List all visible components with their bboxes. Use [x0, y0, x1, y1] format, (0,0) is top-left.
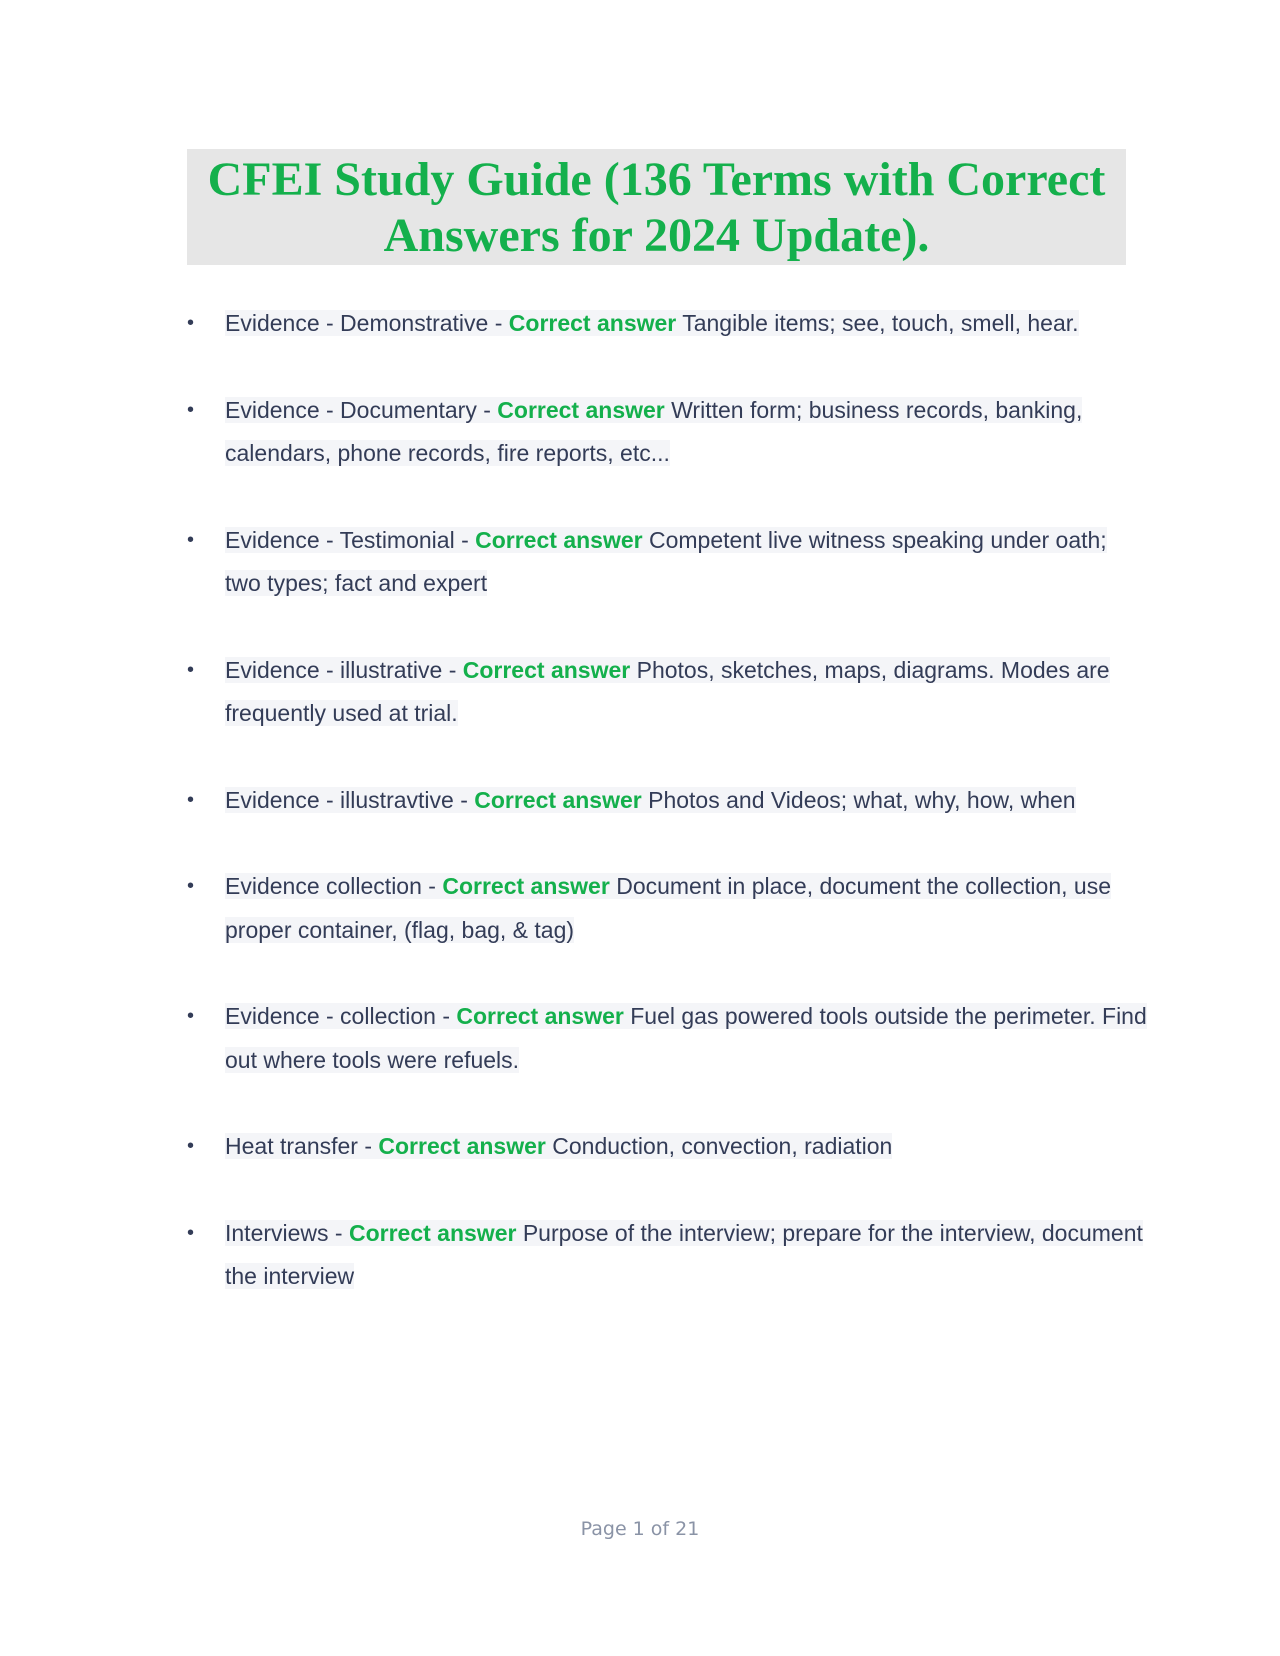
answer-label: Correct answer	[475, 526, 643, 553]
answer-label: Correct answer	[348, 1219, 517, 1246]
bullet-icon: •	[187, 398, 195, 421]
bullet-icon: •	[187, 1135, 195, 1157]
bullet-icon: •	[187, 1221, 195, 1244]
term-text: Evidence - illustravtive -	[225, 786, 475, 813]
answer-label: Correct answer	[508, 310, 677, 336]
answer-label: Correct answer	[378, 1133, 546, 1159]
page-number: Page 1 of 21	[580, 1518, 700, 1540]
item-text	[225, 527, 1107, 597]
term-text: Evidence - Demonstrative -	[225, 310, 509, 336]
answer-text: Photos and Videos; what, why, how, when	[641, 786, 1076, 813]
list-item	[187, 1125, 1147, 1169]
answer-label: Correct answer	[497, 396, 665, 423]
list-item	[187, 519, 1147, 606]
item-text	[225, 787, 1076, 813]
answer-label: Correct answer	[456, 1003, 624, 1029]
answer-text: Purpose of the interview; prepare for the interview, document the interview	[225, 1219, 1143, 1289]
item-text	[225, 310, 1079, 336]
term-text: Evidence - Testimonial -	[225, 526, 476, 553]
bullet-icon: •	[187, 1005, 195, 1027]
answer-label: Correct answer	[442, 873, 610, 899]
page-title	[187, 149, 1126, 265]
answer-text: Competent live witness speaking under oath; two types; fact and expert	[225, 526, 1107, 596]
bullet-icon: •	[187, 658, 195, 681]
answer-label: Correct answer	[462, 656, 631, 683]
term-text: Evidence collection -	[225, 873, 443, 899]
list-item	[187, 302, 1147, 346]
list-item	[187, 995, 1147, 1082]
item-text	[225, 873, 1111, 943]
item-text	[225, 1220, 1143, 1290]
bullet-icon: •	[187, 528, 195, 551]
list-item	[187, 1212, 1147, 1299]
term-text: Evidence - illustrative -	[225, 656, 463, 683]
term-text: Evidence - collection -	[225, 1003, 457, 1029]
answer-text: Tangible items; see, touch, smell, hear.	[676, 310, 1079, 336]
item-text	[225, 1133, 892, 1159]
bullet-icon: •	[187, 875, 195, 897]
list-item	[187, 779, 1147, 823]
title-line-1: CFEI Study Guide (136 Terms with Correct	[207, 153, 1106, 206]
item-text	[225, 397, 1082, 467]
item-text	[225, 1003, 1147, 1073]
term-text: Heat transfer -	[225, 1133, 379, 1159]
bullet-icon: •	[187, 788, 195, 811]
answer-text: Document in place, document the collection, use proper container, (flag, bag, & tag)	[225, 873, 1111, 943]
term-text: Interviews -	[225, 1219, 349, 1246]
answer-label: Correct answer	[474, 786, 642, 813]
answer-text: Photos, sketches, maps, diagrams. Modes are frequently used at trial.	[225, 656, 1110, 726]
answer-text: Conduction, convection, radiation	[545, 1133, 893, 1159]
title-line-2: Answers for 2024 Update).	[383, 209, 930, 262]
answer-text: Fuel gas powered tools outside the perimeter. Find out where tools were refuels.	[225, 1003, 1147, 1073]
list-item	[187, 865, 1147, 952]
list-item	[187, 389, 1147, 476]
list-item	[187, 649, 1147, 736]
bullet-icon: •	[187, 312, 195, 334]
term-list	[187, 302, 1147, 1342]
item-text	[225, 657, 1110, 727]
answer-text: Written form; business records, banking, calendars, phone records, fire reports, etc...	[225, 396, 1083, 466]
term-text: Evidence - Documentary -	[225, 396, 498, 423]
